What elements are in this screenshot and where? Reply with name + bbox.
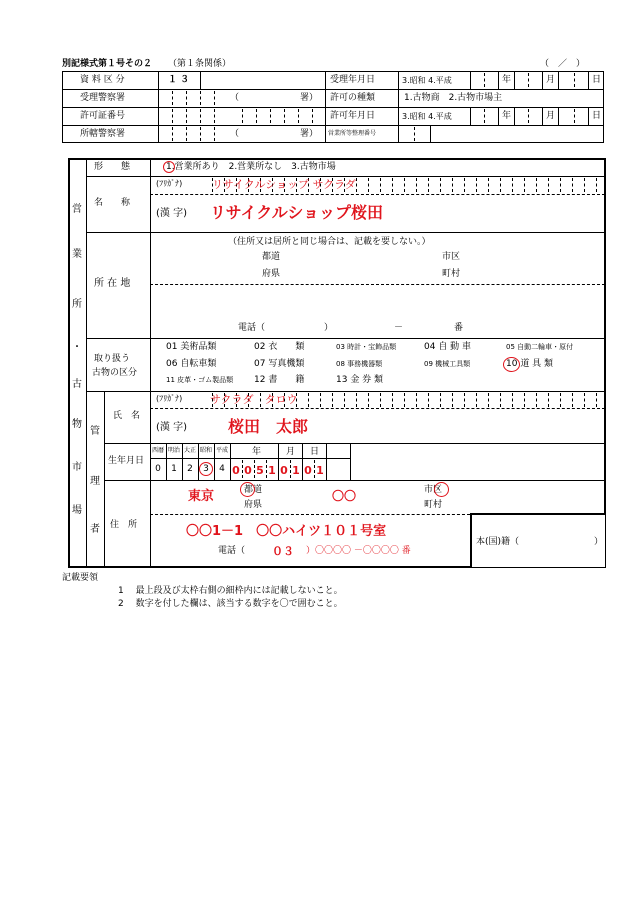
- jusho-choson: 町村: [424, 500, 443, 510]
- page-mark: （ ／ ）: [540, 59, 586, 69]
- kobutsu-item: 01 美術品類: [166, 342, 217, 352]
- meisho-kanji-label: (漢 字): [156, 208, 187, 219]
- kobutsu-item: 13 金 券 類: [336, 375, 384, 385]
- shokatsu-paren: （: [230, 129, 240, 139]
- keitai-label: 形 態: [94, 162, 131, 172]
- birth-month-head: 月: [286, 447, 296, 457]
- era-head: 明治: [168, 447, 181, 454]
- notes-title: 記載要領: [62, 573, 99, 583]
- kobutsu-item: 04 自 動 車: [424, 342, 472, 352]
- kyoka-shurui-label: 許可の種類: [330, 93, 376, 103]
- birth-digit: 1: [316, 464, 324, 477]
- form-title: 別記様式第１号その２: [62, 59, 153, 69]
- seiri-label: 営業所等整理番号: [328, 130, 377, 137]
- kobutsu-item: 03 時計・宝飾品類: [336, 343, 397, 351]
- shozaichi-denwa-close: ）: [324, 323, 334, 333]
- honseki-label: 本(国)籍（: [476, 537, 520, 547]
- jusho-line-value: 〇〇1－1 〇〇ハイツ１０１号室: [186, 524, 387, 539]
- kobutsu-item: 11 皮革・ゴム製品類: [166, 376, 234, 384]
- juri-paren: （: [230, 93, 240, 103]
- shokatsu-keisatsusho-label: 所轄警察署: [80, 129, 126, 139]
- kyoka-month: 月: [546, 111, 556, 121]
- juri-year: 年: [502, 75, 512, 85]
- birth-digit: 5: [256, 464, 264, 477]
- meisho-furigana-label: (ﾌﾘｶﾞﾅ): [156, 179, 183, 188]
- meisho-label: 名 称: [94, 198, 131, 208]
- side-char: ・: [72, 342, 82, 353]
- kobutsu-item: 12 書 籍: [254, 375, 305, 385]
- juri-sho-suffix: 署）: [300, 93, 319, 103]
- birth-year-head: 年: [252, 447, 262, 457]
- birth-digit: 1: [268, 464, 276, 477]
- kyoka-shurui-value: 1.古物商 2.古物市場主: [404, 93, 503, 103]
- birth-digit: 0: [280, 464, 288, 477]
- meisho-furigana-value: リサイクルショップ サクラダ: [212, 178, 356, 191]
- keitai-options: 1.営業所あり 2.営業所なし 3.古物市場: [166, 162, 336, 172]
- keitai-selected-circle: [163, 161, 175, 173]
- shimei-label: 氏 名: [113, 411, 141, 421]
- era-num: 0: [155, 464, 161, 474]
- shiryo-kubun-value: １ ３: [168, 75, 190, 85]
- shimei-furigana-label: (ﾌﾘｶﾞﾅ): [156, 394, 183, 403]
- juri-era: 3.昭和 4.平成: [402, 76, 452, 85]
- birth-digit: 1: [292, 464, 300, 477]
- kobutsu-item: 08 事務機器類: [336, 360, 383, 368]
- era-num: 2: [187, 464, 193, 474]
- shozaichi-denwa-label: 電話（: [238, 323, 266, 333]
- jusho-fuken: 府県: [244, 500, 263, 510]
- side-char: 古: [72, 379, 82, 390]
- era-num: 3: [203, 464, 209, 474]
- juri-nengappi-label: 受理年月日: [330, 75, 376, 85]
- shimei-kanji-value: 桜田 太郎: [228, 417, 309, 436]
- shozaichi-choson: 町村: [442, 269, 461, 279]
- side-char: 所: [72, 299, 82, 310]
- side-char: 市: [72, 462, 82, 473]
- jusho-denwa-label: 電話（: [218, 546, 246, 556]
- kyoka-shosho-label: 許可証番号: [80, 111, 126, 121]
- side-char: 営: [72, 204, 82, 215]
- juri-day: 日: [592, 75, 602, 85]
- birth-digit: 0: [232, 464, 240, 477]
- side-char: 業: [72, 249, 82, 260]
- note-item: 1 最上段及び太枠右側の細枠内には記載しないこと。: [118, 586, 343, 596]
- meisho-kanji-value: リサイクルショップ桜田: [210, 203, 384, 222]
- kobutsu-item: 05 自動二輪車・原付: [506, 343, 574, 351]
- era-head: 平成: [216, 447, 229, 454]
- kyoka-year: 年: [502, 111, 512, 121]
- kobutsu-item: 10 道 具 類: [506, 359, 554, 369]
- jusho-todo: 都道: [244, 485, 263, 495]
- shozaichi-shiku: 市区: [442, 252, 461, 262]
- kobutsu-label-2: 古物の区分: [92, 368, 138, 378]
- shokatsu-sho-suffix: 署）: [300, 129, 319, 139]
- jusho-tel-rest: ）〇〇〇〇 －〇〇〇〇 番: [306, 546, 411, 556]
- juri-keisatsusho-label: 受理警察署: [80, 93, 126, 103]
- era-num: 4: [219, 464, 225, 474]
- shiryo-kubun-label: 資 料 区 分: [80, 75, 125, 85]
- kyoka-nengappi-label: 許可年月日: [330, 111, 376, 121]
- kobutsu-item: 09 機械工具類: [424, 360, 471, 368]
- jusho-city-value: 〇〇: [332, 489, 357, 503]
- jusho-label: 住 所: [110, 520, 138, 530]
- kobutsu-item: 02 衣 類: [254, 342, 305, 352]
- era-head: 西暦: [152, 447, 165, 454]
- form-reference: （第１条関係）: [168, 59, 232, 69]
- birth-day-head: 日: [310, 447, 320, 457]
- shozaichi-ban: 番: [454, 323, 464, 333]
- side-char: 物: [72, 419, 82, 430]
- birth-digit: 0: [304, 464, 312, 477]
- kyoka-day: 日: [592, 111, 602, 121]
- seinengappi-label: 生年月日: [108, 456, 145, 466]
- kobutsu-item: 06 自転車類: [166, 359, 217, 369]
- shozaichi-todo: 都道: [262, 252, 281, 262]
- shozaichi-fuken: 府県: [262, 269, 281, 279]
- era-selected-circle: [199, 462, 213, 476]
- kanrisha-side-char: 者: [90, 524, 100, 535]
- kobutsu-item: 07 写真機類: [254, 359, 305, 369]
- honseki-close: ）: [594, 537, 604, 547]
- kanrisha-side-char: 管: [90, 426, 100, 437]
- juri-month: 月: [546, 75, 556, 85]
- shozaichi-dash: －: [394, 323, 404, 333]
- shimei-furigana-value: サクラダ タロウ: [210, 393, 298, 406]
- jusho-pref-value: 東京: [188, 489, 215, 504]
- shimei-kanji-label: (漢 字): [156, 422, 187, 433]
- jusho-tel-area: ０３: [272, 545, 294, 558]
- era-head: 昭和: [200, 447, 213, 454]
- note-item: 2 数字を付した欄は、該当する数字を〇で囲むこと。: [118, 599, 343, 609]
- side-char: 場: [72, 505, 82, 516]
- birth-digit: 0: [244, 464, 252, 477]
- jusho-todo-circle: [240, 482, 255, 497]
- era-head: 大正: [184, 447, 197, 454]
- kyoka-era: 3.昭和 4.平成: [402, 112, 452, 121]
- era-num: 1: [171, 464, 177, 474]
- kanrisha-side-char: 理: [90, 476, 100, 487]
- jusho-shiku-circle: [434, 482, 449, 497]
- kobutsu-selected-circle: [503, 357, 520, 372]
- jusho-shiku: 市区: [424, 485, 443, 495]
- shozaichi-note: （住所又は居所と同じ場合は、記載を要しない。）: [228, 237, 431, 247]
- kobutsu-label-1: 取り扱う: [94, 354, 131, 364]
- shozaichi-label: 所 在 地: [94, 278, 131, 289]
